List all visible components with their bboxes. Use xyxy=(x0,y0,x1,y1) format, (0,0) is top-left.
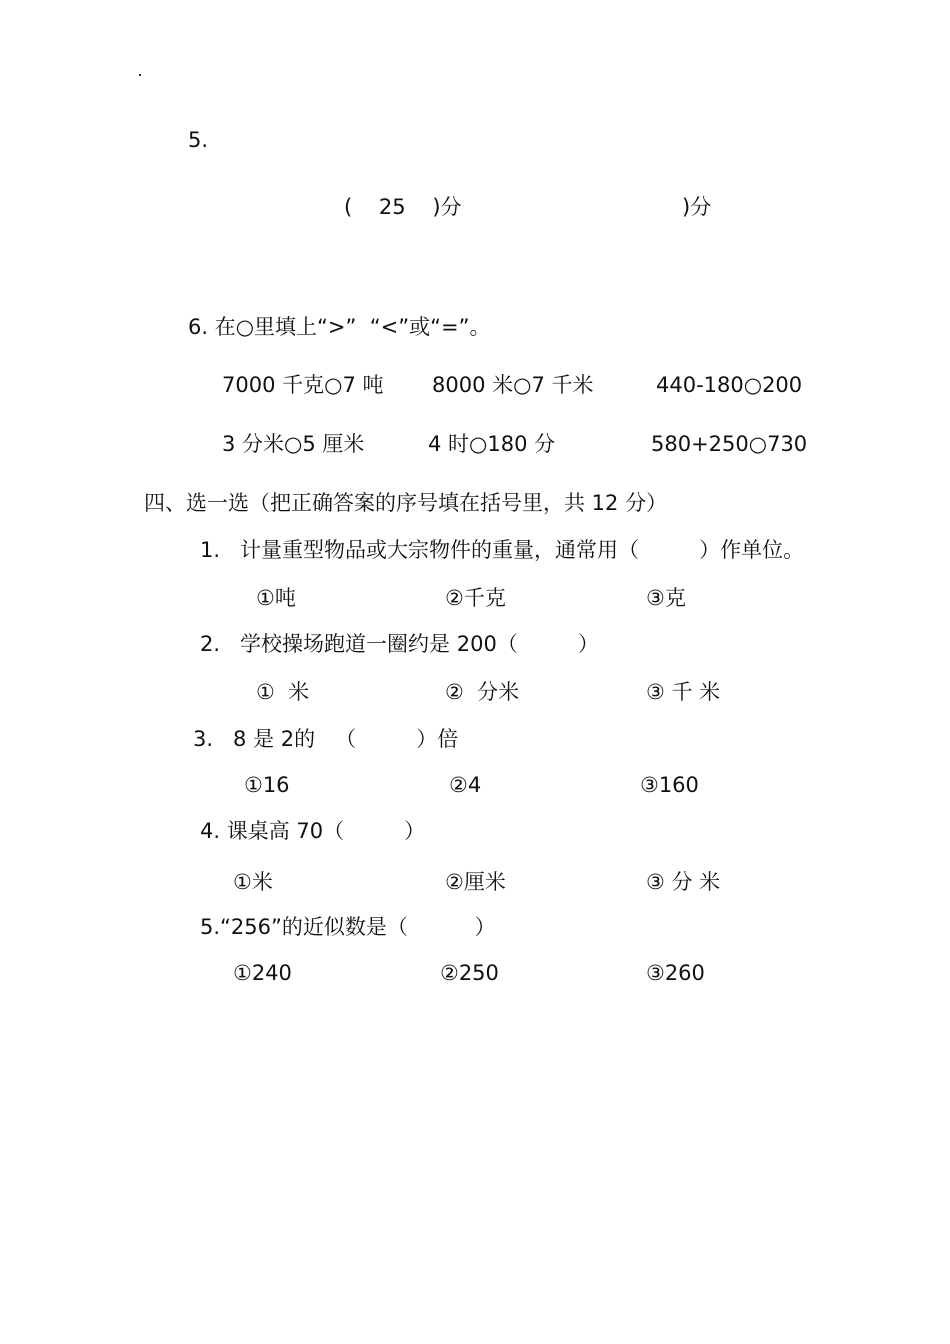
option: ②250 xyxy=(440,961,499,985)
q6-item: 8000 米○7 千米 xyxy=(432,373,594,397)
option: ① 米 xyxy=(256,680,310,704)
option: ①米 xyxy=(233,870,273,894)
q5-number: 5. xyxy=(188,128,209,152)
question-text: 4. 课桌高 70（ ） xyxy=(200,819,426,843)
q6-item: 7000 千克○7 吨 xyxy=(222,373,384,397)
option: ②4 xyxy=(449,773,482,797)
question-text: 3. 8 是 2的 （ ）倍 xyxy=(193,727,459,751)
option: ③260 xyxy=(646,961,705,985)
option: ①16 xyxy=(244,773,290,797)
option: ①240 xyxy=(233,961,292,985)
section-title: 四、选一选（把正确答案的序号填在括号里，共 12 分） xyxy=(144,491,668,515)
option: ①吨 xyxy=(256,586,296,610)
option: ②厘米 xyxy=(445,870,506,894)
option: ②千克 xyxy=(445,586,506,610)
q6-item: 3 分米○5 厘米 xyxy=(222,432,365,456)
q6-item: 440-180○200 xyxy=(656,373,803,397)
question-text: 1. 计量重型物品或大宗物件的重量，通常用（ ）作单位。 xyxy=(200,538,805,562)
option: ③160 xyxy=(640,773,699,797)
option: ③克 xyxy=(646,586,686,610)
option: ② 分米 xyxy=(445,680,520,704)
q6-item: 4 时○180 分 xyxy=(428,432,556,456)
question-text: 5.“256”的近似数是（ ） xyxy=(200,915,496,939)
stray-dot xyxy=(139,74,141,76)
q6-item: 580+250○730 xyxy=(651,432,808,456)
q5-right-blank: )分 xyxy=(682,195,712,219)
q5-left-blank: ( 25 )分 xyxy=(344,195,462,219)
question-text: 2. 学校操场跑道一圈约是 200（ ） xyxy=(200,632,599,656)
option: ③ 千 米 xyxy=(646,680,721,704)
q6-heading: 6. 在○里填上“>” “<”或“=”。 xyxy=(188,315,491,339)
option: ③ 分 米 xyxy=(646,870,721,894)
